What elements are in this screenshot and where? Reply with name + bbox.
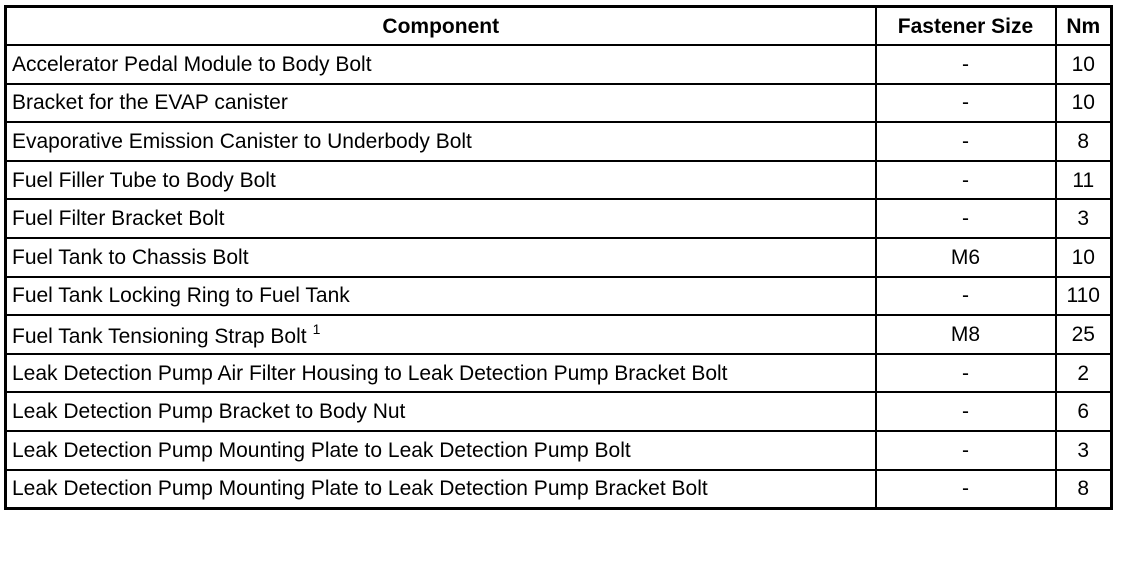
- fastener-size-cell: -: [876, 277, 1056, 316]
- component-cell: [6, 277, 876, 316]
- torque-nm-cell: 10: [1056, 45, 1112, 84]
- torque-nm-cell: 2: [1056, 354, 1112, 393]
- component-text: Bracket for the EVAP canister: [12, 91, 288, 115]
- table-row: [6, 199, 1112, 238]
- component-cell: [6, 392, 876, 431]
- fastener-size-cell: -: [876, 392, 1056, 431]
- fastener-size-cell: -: [876, 45, 1056, 84]
- fastener-size-cell: M6: [876, 238, 1056, 277]
- component-cell: [6, 238, 876, 277]
- component-cell: [6, 354, 876, 393]
- header-component: Component: [6, 7, 876, 46]
- table-row: [6, 431, 1112, 470]
- table-row: [6, 315, 1112, 354]
- table-row: [6, 277, 1112, 316]
- component-text: Fuel Filler Tube to Body Bolt: [12, 168, 276, 192]
- component-text: Fuel Filter Bracket Bolt: [12, 207, 225, 231]
- torque-nm-cell: 10: [1056, 238, 1112, 277]
- component-text: Evaporative Emission Canister to Underbody Bolt: [12, 130, 472, 154]
- table-row: [6, 354, 1112, 393]
- fastener-size-cell: -: [876, 84, 1056, 123]
- torque-nm-cell: 6: [1056, 392, 1112, 431]
- table-row: [6, 122, 1112, 161]
- table-body: [6, 45, 1112, 508]
- component-text: Fuel Tank Tensioning Strap Bolt: [12, 325, 307, 349]
- component-cell: [6, 199, 876, 238]
- component-text: Leak Detection Pump Bracket to Body Nut: [12, 400, 406, 424]
- table-row: [6, 392, 1112, 431]
- table-header-row: [6, 7, 1112, 46]
- component-text: Leak Detection Pump Air Filter Housing to Leak Detection Pump Bracket Bolt: [12, 361, 728, 385]
- torque-nm-cell: 3: [1056, 431, 1112, 470]
- footnote-marker: 1: [312, 321, 321, 338]
- torque-nm-cell: 25: [1056, 315, 1112, 354]
- table-row: [6, 45, 1112, 84]
- component-text: Fuel Tank to Chassis Bolt: [12, 245, 249, 269]
- table-row: [6, 161, 1112, 200]
- component-cell: [6, 315, 876, 354]
- header-fastener-size: Fastener Size: [876, 7, 1056, 46]
- torque-nm-cell: 3: [1056, 199, 1112, 238]
- header-nm: Nm: [1056, 7, 1112, 46]
- fastener-size-cell: M8: [876, 315, 1056, 354]
- torque-spec-table: [4, 5, 1113, 510]
- fastener-size-cell: -: [876, 431, 1056, 470]
- component-cell: [6, 470, 876, 509]
- fastener-size-cell: -: [876, 470, 1056, 509]
- torque-nm-cell: 110: [1056, 277, 1112, 316]
- torque-nm-cell: 10: [1056, 84, 1112, 123]
- component-text: Leak Detection Pump Mounting Plate to Leak Detection Pump Bracket Bolt: [12, 477, 708, 501]
- torque-nm-cell: 8: [1056, 470, 1112, 509]
- component-cell: [6, 122, 876, 161]
- fastener-size-cell: -: [876, 354, 1056, 393]
- component-cell: [6, 45, 876, 84]
- component-cell: [6, 431, 876, 470]
- component-text: Fuel Tank Locking Ring to Fuel Tank: [12, 284, 350, 308]
- table-row: [6, 238, 1112, 277]
- fastener-size-cell: -: [876, 161, 1056, 200]
- fastener-size-cell: -: [876, 122, 1056, 161]
- component-cell: [6, 161, 876, 200]
- table-row: [6, 84, 1112, 123]
- torque-nm-cell: 8: [1056, 122, 1112, 161]
- component-cell: [6, 84, 876, 123]
- table-row: [6, 470, 1112, 509]
- fastener-size-cell: -: [876, 199, 1056, 238]
- component-text: Leak Detection Pump Mounting Plate to Leak Detection Pump Bolt: [12, 438, 631, 462]
- torque-nm-cell: 11: [1056, 161, 1112, 200]
- torque-spec-table-container: [4, 5, 1113, 510]
- component-text: Accelerator Pedal Module to Body Bolt: [12, 52, 372, 76]
